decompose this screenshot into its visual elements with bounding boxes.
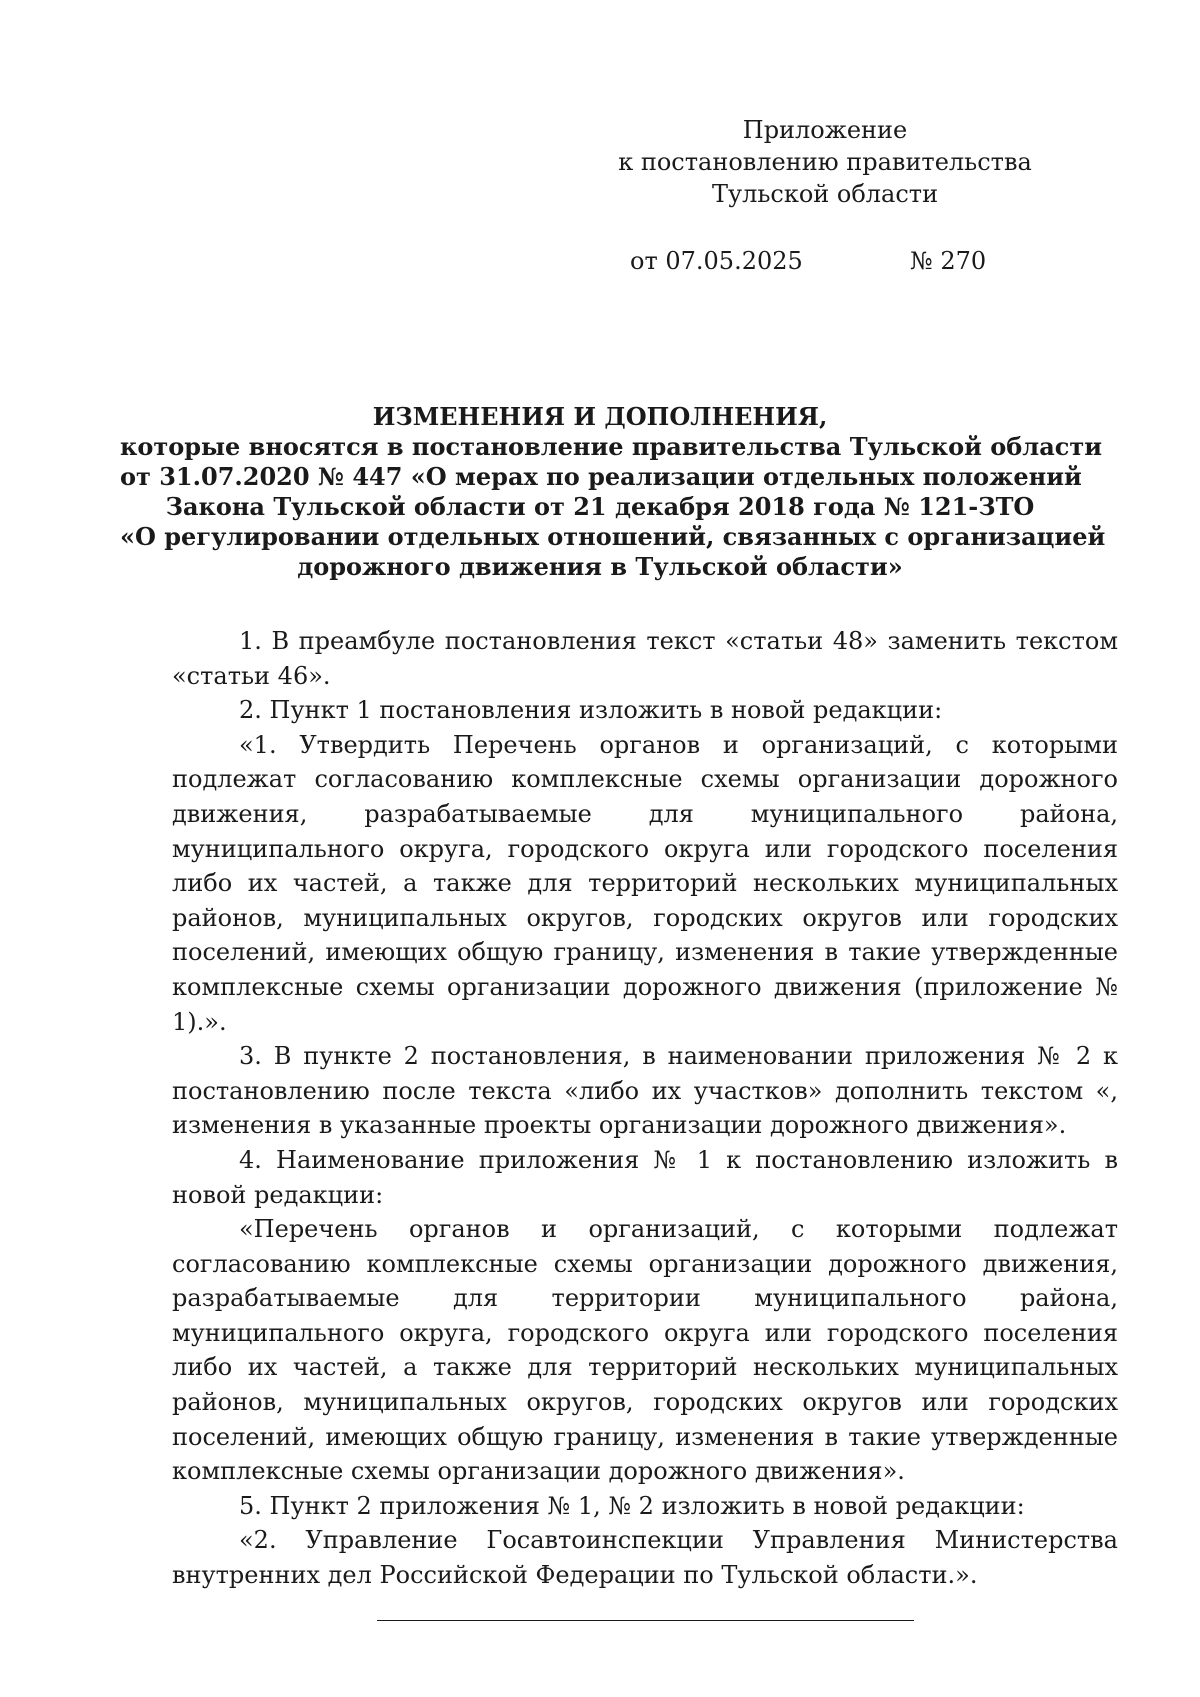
paragraph-4: 4. Наименование приложения № 1 к постановлению изложить в новой редакции: — [172, 1145, 1118, 1209]
title-line: ИЗМЕНЕНИЯ И ДОПОЛНЕНИЯ, — [372, 402, 828, 431]
title-line: дорожного движения в Тульской области» — [297, 552, 903, 581]
paragraph-5: 5. Пункт 2 приложения № 1, № 2 изложить в новой редакции: — [239, 1491, 1025, 1520]
appendix-label: Приложение — [742, 116, 908, 144]
paragraph-2: 2. Пункт 1 постановления изложить в новой редакции: — [239, 696, 943, 725]
document-body — [172, 624, 1118, 1593]
appendix-header — [600, 114, 1050, 210]
closing-divider-line — [377, 1620, 914, 1621]
resolution-number: № 270 — [910, 247, 987, 275]
appendix-reference: к постановлению правительства — [618, 148, 1032, 176]
title-line: которые вносятся в постановление правительства Тульской области — [120, 432, 1103, 461]
title-line: от 31.07.2020 № 447 «О мерах по реализации отдельных положений — [120, 462, 1082, 491]
paragraph-2-quote: «1. Утвердить Перечень органов и организаций, с которыми подлежат согласованию комплексные схемы организации дорожного движения, разрабатываемые для муниципального района, муниципального округа, городского округа или городского поселения либо их частей, а также для территорий нескольких муниципальных районов, муниципальных округов, городских округов или городских поселений, имеющих общую границу, изменения в такие утвержденные комплексные схемы организации дорожного движения (приложение № 1).». — [172, 730, 1118, 1036]
title-line: «О регулировании отдельных отношений, связанных с организацией — [120, 522, 1106, 551]
resolution-date: от 07.05.2025 — [630, 247, 803, 275]
appendix-region: Тульской области — [711, 180, 939, 208]
title-line: Закона Тульской области от 21 декабря 2018 года № 121-ЗТО — [165, 492, 1035, 521]
document-title — [120, 402, 1106, 582]
paragraph-5-quote: «2. Управление Госавтоинспекции Управления Министерства внутренних дел Российской Федерации по Тульской области.». — [172, 1526, 1118, 1590]
paragraph-4-quote: «Перечень органов и организаций, с которыми подлежат согласованию комплексные схемы организации дорожного движения, разрабатываемые для территории муниципального района, муниципального округа, городского округа или городского поселения либо их частей, а также для территорий нескольких муниципальных районов, муниципальных округов, городских округов или городских поселений, имеющих общую границу, изменения в такие утвержденные комплексные схемы организации дорожного движения». — [172, 1215, 1118, 1486]
paragraph-3: 3. В пункте 2 постановления, в наименовании приложения № 2 к постановлению после текста «либо их участков» дополнить текстом «, изменения в указанные проекты организации дорожного движения». — [172, 1042, 1118, 1140]
paragraph-1: 1. В преамбуле постановления текст «статьи 48» заменить текстом «статьи 46». — [172, 627, 1118, 690]
